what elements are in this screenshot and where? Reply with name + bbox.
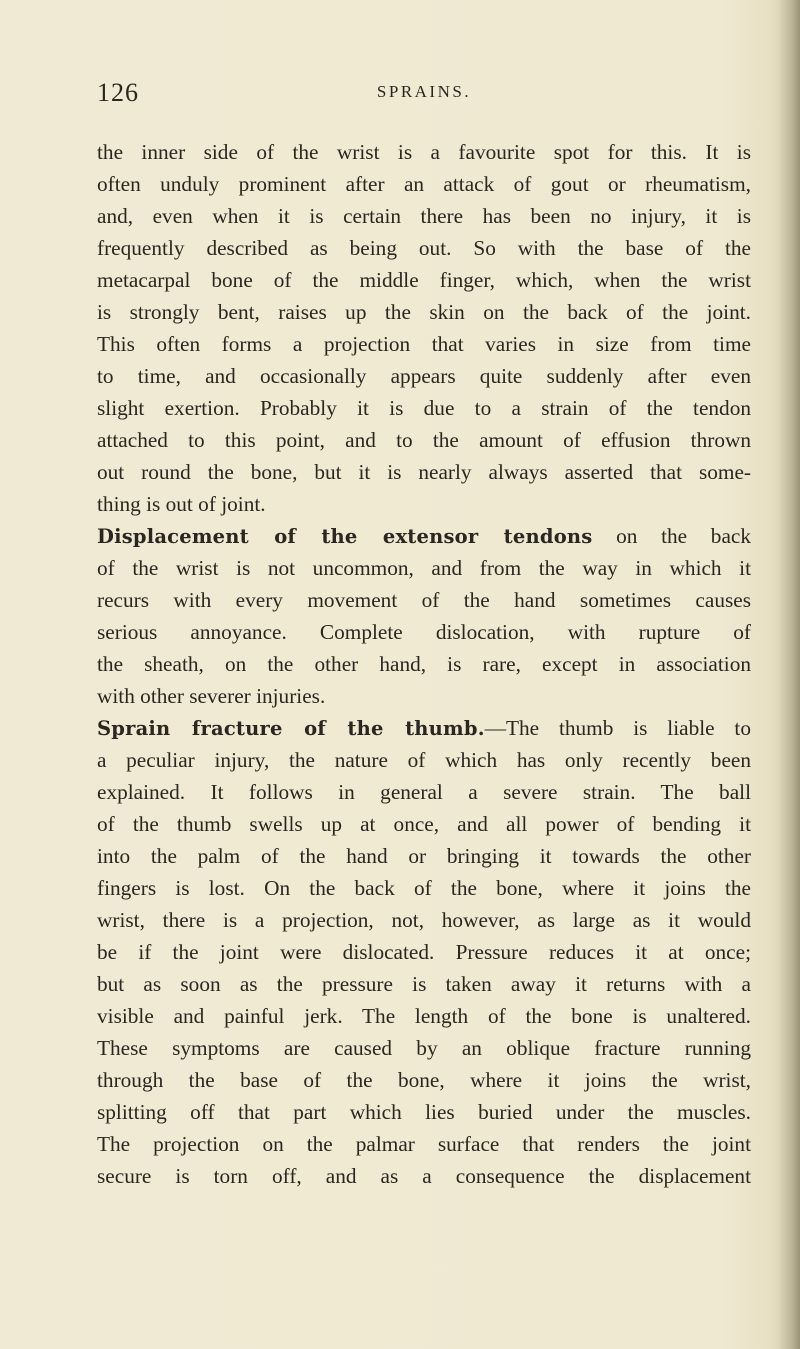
text-line: out round the bone, but it is nearly always asserted that some- [97, 460, 751, 484]
text-line: explained. It follows in general a severe strain. The ball [97, 780, 751, 804]
running-title: SPRAINS. [376, 82, 472, 101]
text-line: attached to this point, and to the amount of effusion thrown [97, 428, 751, 452]
text-line: This often forms a projection that varies in size from time [97, 332, 751, 356]
text-line: of the thumb swells up at once, and all power of bending it [97, 812, 751, 836]
text-line: thing is out of joint. [97, 492, 266, 516]
text-line: serious annoyance. Complete dislocation, with rupture of [97, 620, 751, 644]
text-line: but as soon as the pressure is taken away it returns with a [97, 972, 751, 996]
text-line: The projection on the palmar surface that renders the joint [97, 1132, 751, 1156]
text-line: These symptoms are caused by an oblique fracture running [97, 1036, 751, 1060]
text-line: visible and painful jerk. The length of the bone is unaltered. [97, 1004, 751, 1028]
text-line: and, even when it is certain there has been no injury, it is [97, 204, 751, 228]
text-line: through the base of the bone, where it joins the wrist, [97, 1068, 751, 1092]
running-head [97, 78, 751, 114]
page-number: 126 [97, 78, 139, 107]
text-line: a peculiar injury, the nature of which has only recently been [97, 748, 751, 772]
paragraph-heading-line [97, 520, 751, 552]
text-line: of the wrist is not uncommon, and from the way in which it [97, 556, 751, 580]
body-text [97, 136, 751, 1192]
text-line: be if the joint were dislocated. Pressure reduces it at once; [97, 940, 751, 964]
page-edge-shadow [778, 0, 800, 1349]
text-line: secure is torn off, and as a consequence the displacement [97, 1164, 751, 1188]
text-line: into the palm of the hand or bringing it towards the other [97, 844, 751, 868]
text-line: the inner side of the wrist is a favourite spot for this. It is [97, 140, 751, 164]
text-line: to time, and occasionally appears quite suddenly after even [97, 364, 751, 388]
text-line: metacarpal bone of the middle finger, which, when the wrist [97, 268, 751, 292]
text-line: slight exertion. Probably it is due to a strain of the tendon [97, 396, 751, 420]
section-heading-extensor-tendons: Displacement of the extensor tendons [97, 525, 593, 548]
text-line: often unduly prominent after an attack of gout or rheumatism, [97, 172, 751, 196]
paragraph-heading-line [97, 712, 751, 744]
text-line: fingers is lost. On the back of the bone, where it joins the [97, 876, 751, 900]
text-line: is strongly bent, raises up the skin on the back of the joint. [97, 300, 751, 324]
text-line: the sheath, on the other hand, is rare, except in association [97, 652, 751, 676]
heading-line-rest: —The thumb is liable to [484, 716, 751, 740]
text-line: recurs with every movement of the hand sometimes causes [97, 588, 751, 612]
text-line: frequently described as being out. So with the base of the [97, 236, 751, 260]
text-line: with other severer injuries. [97, 684, 326, 708]
heading-line-rest: on the back [616, 524, 751, 548]
section-heading-sprain-fracture: Sprain fracture of the thumb. [97, 717, 485, 740]
text-line: splitting off that part which lies buried under the muscles. [97, 1100, 751, 1124]
text-line: wrist, there is a projection, not, however, as large as it would [97, 908, 751, 932]
